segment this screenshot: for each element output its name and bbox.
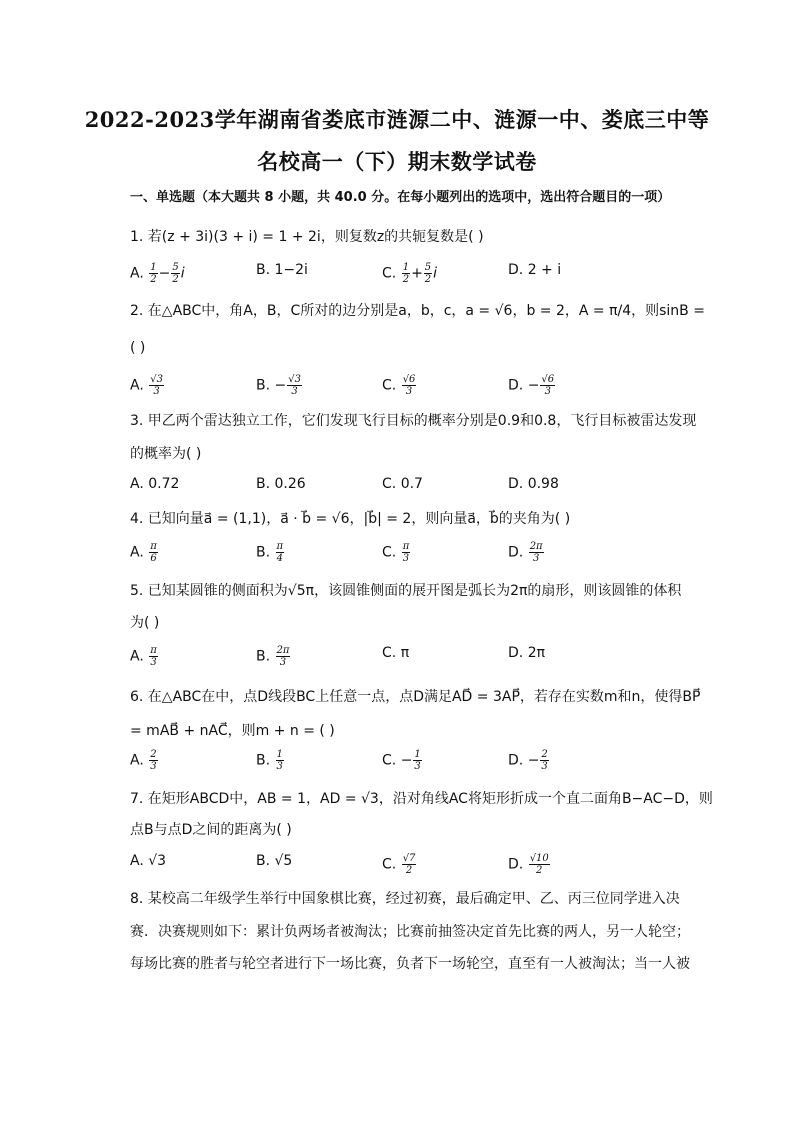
fraction-denominator: 3 [291, 386, 298, 397]
option-label: A. [130, 648, 149, 665]
option-label: C. [382, 645, 401, 661]
option-a [130, 476, 179, 492]
fraction-numerator: √10 [529, 853, 549, 864]
fraction-numerator: 1 [276, 749, 283, 760]
fraction [424, 262, 432, 285]
option-d [508, 853, 551, 876]
option-value: 0.98 [527, 476, 559, 492]
fraction [276, 749, 284, 772]
question-6-stem-line: 6. 在△ABC在中，点D线段BC上任意一点，点D满足AD⃗ = 3AP⃗，若存在实数m和n，使得BP⃗ [130, 689, 701, 705]
option-label: D. [508, 752, 528, 769]
fraction-denominator: 2 [405, 865, 413, 876]
option-value: √3 [148, 853, 167, 869]
fraction-denominator: 3 [150, 761, 157, 772]
fraction-numerator: √7 [402, 853, 416, 864]
fraction-numerator: 1 [414, 749, 421, 760]
option-c [382, 541, 411, 564]
option-a [130, 749, 159, 772]
option-label: D. [508, 476, 528, 492]
option-label: C. [382, 752, 401, 769]
fraction [529, 541, 544, 564]
option-b [256, 476, 306, 492]
option-c [382, 645, 409, 661]
question-5-options [130, 645, 690, 673]
fraction-numerator: 2 [150, 749, 157, 760]
option-value: 0.26 [274, 476, 306, 492]
fraction [171, 262, 179, 285]
option-a [130, 262, 185, 285]
option-label: B. [256, 377, 275, 394]
fraction [149, 749, 157, 772]
option-label: B. [256, 476, 275, 492]
option-d [508, 645, 545, 661]
fraction [276, 645, 291, 668]
fraction-denominator: 2 [172, 274, 179, 285]
option-d [508, 541, 545, 564]
fraction [540, 749, 548, 772]
fraction-denominator: 3 [153, 386, 160, 397]
fraction-numerator: 2π [529, 541, 543, 552]
fraction-numerator: 1 [402, 262, 410, 273]
question-7-options [130, 853, 690, 881]
option-label: B. [256, 752, 275, 769]
fraction-numerator: 2π [276, 645, 290, 656]
option-label: A. [130, 544, 149, 561]
fraction-numerator: √3 [288, 374, 301, 385]
option-value: 2π [527, 645, 546, 661]
fraction-denominator: 2 [424, 274, 432, 285]
fraction-numerator: √6 [402, 374, 416, 385]
option-label: B. [256, 262, 275, 278]
fraction-denominator: 3 [279, 657, 287, 668]
option-b [256, 645, 291, 668]
fraction-denominator: 3 [544, 386, 551, 397]
option-label: D. [508, 544, 528, 561]
question-3-stem-line: 的概率为( ) [130, 446, 202, 462]
option-label: A. [130, 377, 149, 394]
option-value: √5 [274, 853, 293, 869]
option-label: C. [382, 265, 401, 282]
question-4-stem-line: 4. 已知向量a⃗ = (1,1)，a⃗ · b⃗ = √6，|b⃗| = 2，则向量a⃗，b⃗的夹角为( ) [130, 511, 571, 527]
option-value: π [400, 645, 410, 661]
option-label: B. [256, 853, 275, 869]
question-8-stem-line: 每场比赛的胜者与轮空者进行下一场比赛，负者下一场轮空，直至有一人被淘汰；当一人被 [130, 956, 690, 972]
question-6-options [130, 749, 690, 777]
option-d [508, 749, 550, 772]
option-label: A. [130, 853, 149, 869]
imaginary-unit: i [433, 265, 438, 282]
fraction-denominator: 3 [150, 657, 157, 668]
question-8-stem-line: 8. 某校高二年级学生举行中国象棋比赛，经过初赛，最后确定甲、乙、丙三位同学进入决 [130, 891, 680, 907]
question-3-stem-line: 3. 甲乙两个雷达独立工作，它们发现飞行目标的概率分别是0.9和0.8，飞行目标被雷达发现 [130, 413, 697, 429]
minus-sign: − [400, 752, 413, 769]
fraction-numerator: π [150, 541, 157, 552]
operator: + [411, 265, 423, 282]
minus-sign: − [527, 752, 540, 769]
fraction-numerator: 2 [541, 749, 548, 760]
fraction [149, 645, 158, 668]
question-8-stem-line: 赛．决赛规则如下：累计负两场者被淘汰；比赛前抽签决定首先比赛的两人，另一人轮空； [130, 924, 690, 940]
option-label: D. [508, 377, 528, 394]
option-c [382, 374, 417, 397]
option-a [130, 374, 165, 397]
question-6-stem-line: = mAB⃗ + nAC⃗，则m + n = ( ) [130, 723, 335, 739]
minus-sign: − [527, 377, 540, 394]
question-1-stem-line: 1. 若(z + 3i)(3 + i) = 1 + 2i，则复数z的共轭复数是( ) [130, 229, 484, 245]
fraction [276, 541, 285, 564]
minus-sign: − [274, 377, 287, 394]
option-label: C. [382, 476, 401, 492]
question-7-stem-line: 点B与点D之间的距离为( ) [130, 822, 292, 838]
fraction-denominator: 3 [532, 553, 540, 564]
fraction-numerator: π [402, 541, 410, 552]
option-label: A. [130, 752, 149, 769]
fraction-denominator: 3 [402, 553, 410, 564]
question-4-options [130, 541, 690, 569]
option-c [382, 262, 437, 285]
option-label: C. [382, 544, 401, 561]
exam-title-line1: 2022-2023学年湖南省娄底市涟源二中、涟源一中、娄底三中等 [84, 107, 710, 132]
option-label: D. [508, 262, 528, 278]
fraction [402, 374, 417, 397]
fraction-numerator: √3 [150, 374, 163, 385]
fraction [540, 374, 555, 397]
question-2-options [130, 374, 690, 402]
option-b [256, 262, 308, 278]
fraction [149, 262, 157, 285]
option-label: B. [256, 544, 275, 561]
exam-title-line2: 名校高一（下）期末数学试卷 [257, 149, 537, 174]
fraction-numerator: √6 [541, 374, 555, 385]
fraction-denominator: 4 [276, 553, 283, 564]
fraction [529, 853, 550, 876]
option-d [508, 476, 559, 492]
fraction [413, 749, 421, 772]
fraction [402, 853, 417, 876]
question-2-stem-line: 2. 在△ABC中，角A，B，C所对的边分别是a，b，c，a = √6，b = 2，A = π/4，则sinB = [130, 303, 705, 319]
fraction-denominator: 2 [402, 274, 410, 285]
option-value: 0.72 [148, 476, 180, 492]
option-label: A. [130, 476, 149, 492]
fraction-denominator: 3 [405, 386, 413, 397]
fraction [402, 541, 411, 564]
question-3-options [130, 476, 690, 504]
question-5-stem-line: 为( ) [130, 615, 160, 631]
fraction-numerator: 5 [424, 262, 432, 273]
option-a [130, 645, 159, 668]
fraction [287, 374, 302, 397]
fraction-denominator: 3 [541, 761, 548, 772]
option-b [256, 853, 292, 869]
operator: − [158, 265, 171, 282]
fraction-denominator: 2 [150, 274, 157, 285]
option-b [256, 749, 285, 772]
option-c [382, 853, 417, 876]
imaginary-unit: i [180, 265, 185, 282]
option-c [382, 476, 423, 492]
option-value: 1−2i [274, 262, 308, 278]
fraction [402, 262, 410, 285]
option-a [130, 853, 166, 869]
option-label: D. [508, 856, 528, 873]
option-d [508, 262, 561, 278]
section-heading: 一、单选题（本大题共 8 小题，共 40.0 分。在每小题列出的选项中，选出符合题目的一项） [130, 190, 671, 205]
option-b [256, 541, 285, 564]
option-b [256, 374, 303, 397]
fraction-numerator: π [276, 541, 284, 552]
fraction-numerator: 1 [150, 262, 157, 273]
option-c [382, 749, 423, 772]
option-a [130, 541, 159, 564]
fraction-denominator: 3 [276, 761, 283, 772]
option-value: 0.7 [400, 476, 423, 492]
fraction-numerator: 5 [172, 262, 179, 273]
question-5-stem-line: 5. 已知某圆锥的侧面积为√5π，该圆锥侧面的展开图是弧长为2π的扇形，则该圆锥的体积 [130, 583, 682, 599]
question-7-stem-line: 7. 在矩形ABCD中，AB = 1，AD = √3，沿对角线AC将矩形折成一个直二面角B−AC−D，则 [130, 791, 713, 807]
option-label: A. [130, 265, 149, 282]
fraction-numerator: π [150, 645, 157, 656]
fraction-denominator: 3 [414, 761, 421, 772]
option-label: C. [382, 856, 401, 873]
option-value: 2 + i [527, 262, 562, 278]
fraction [149, 541, 158, 564]
option-d [508, 374, 556, 397]
option-label: B. [256, 648, 275, 665]
question-1-options [130, 262, 690, 290]
fraction-denominator: 2 [536, 865, 543, 876]
fraction-denominator: 6 [150, 553, 157, 564]
fraction [149, 374, 164, 397]
question-2-stem-line: ( ) [130, 340, 146, 356]
option-label: D. [508, 645, 528, 661]
option-label: C. [382, 377, 401, 394]
